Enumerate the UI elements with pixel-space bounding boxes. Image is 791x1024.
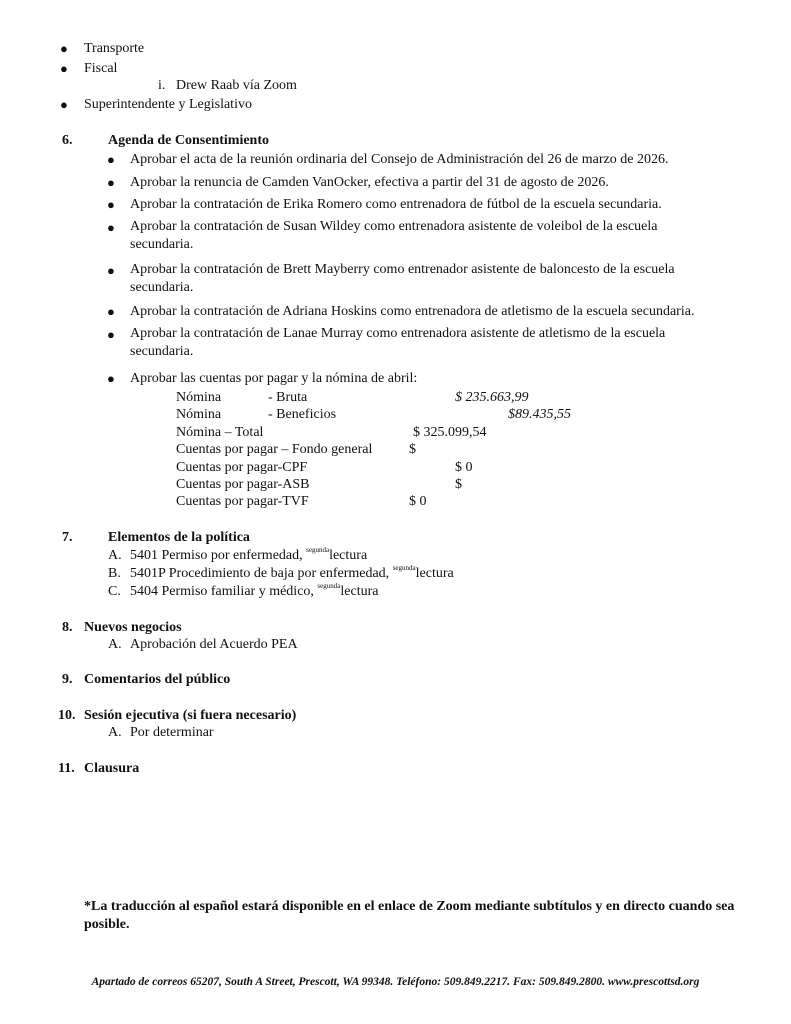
ap-asb-value: $ [455,477,462,492]
ap-cpf-label: Cuentas por pagar-CPF [176,460,308,475]
payroll-bruta-label: Nómina [176,390,222,405]
exec-session-item: Por determinar [130,725,214,740]
consent-item: Aprobar la renuncia de Camden VanOcker, efectiva a partir del 31 de agosto de 2026. [130,175,609,190]
payroll-benef-label: Nómina [176,407,222,422]
section-6-number: 6. [62,133,73,148]
section-11-number: 11. [58,761,75,776]
policy-item-text: 5404 Permiso familiar y médico, [130,584,314,599]
bullet-icon: ● [60,41,68,56]
payroll-bruta-value: $ 235.663,99 [455,390,529,405]
ap-tvf-value: $ 0 [409,494,427,509]
policy-item-letter: A. [108,548,122,563]
section-8-number: 8. [62,620,73,635]
policy-item [130,565,454,582]
ap-general-fund-value: $ [409,442,416,457]
policy-item-tail: lectura [340,584,379,599]
policy-item [130,583,378,600]
payroll-bruta-sub: - Bruta [268,390,308,405]
ap-asb-label: Cuentas por pagar-ASB [176,477,310,492]
payroll-total-value: $ 325.099,54 [413,425,487,440]
policy-item-sup: segunda [392,564,416,572]
new-business-letter: A. [108,637,122,652]
top-item-superintendente: Superintendente y Legislativo [84,97,252,112]
ap-general-fund-label: Cuentas por pagar – Fondo general [176,442,373,457]
consent-item: Aprobar la contratación de Lanae Murray como entrenadora asistente de atletismo de la escuela secundaria. [130,326,666,359]
bullet-icon: ● [60,97,68,112]
payroll-benef-sub: - Beneficios [268,407,337,422]
policy-item-tail: lectura [415,566,454,581]
section-7-number: 7. [62,530,73,545]
section-9-number: 9. [62,672,73,687]
bullet-icon: ● [107,175,115,190]
section-8-title: Nuevos negocios [84,620,182,635]
top-item-fiscal: Fiscal [84,61,118,76]
policy-item [130,547,367,564]
bullet-icon: ● [107,220,115,235]
section-6-title: Agenda de Consentimiento [108,133,270,148]
fiscal-sub-num: i. [158,78,166,93]
top-item-transporte: Transporte [84,41,145,56]
policy-item-letter: C. [108,584,121,599]
section-10-number: 10. [58,708,76,723]
policy-item-text: 5401 Permiso por enfermedad, [130,548,303,563]
new-business-item: Aprobación del Acuerdo PEA [130,637,298,652]
consent-item: Aprobar la contratación de Adriana Hoskins como entrenadora de atletismo de la escuela secundaria. [130,304,695,319]
bullet-icon: ● [107,263,115,278]
ap-tvf-label: Cuentas por pagar-TVF [176,494,309,509]
translation-note: *La traducción al español estará disponible en el enlace de Zoom mediante subtítulos y en directo cuando sea posible. [84,899,735,932]
ap-cpf-value: $ 0 [455,460,473,475]
footer-address: Apartado de correos 65207, South A Street, Prescott, WA 99348. Teléfono: 509.849.2217. Fax: 509.849.2800. www.prescottsd.org [91,976,700,988]
bullet-icon: ● [107,327,115,342]
section-9-title: Comentarios del público [84,672,231,687]
policy-item-sup: segunda [306,546,330,554]
bullet-icon: ● [107,371,115,386]
exec-session-letter: A. [108,725,122,740]
bullet-icon: ● [107,197,115,212]
section-10-title: Sesión ejecutiva (si fuera necesario) [84,708,297,723]
payroll-benef-value: $89.435,55 [508,407,571,422]
policy-item-sup: segunda [317,582,341,590]
fiscal-sub-text: Drew Raab vía Zoom [176,78,297,93]
consent-item: Aprobar la contratación de Susan Wildey como entrenadora asistente de voleibol de la escuela secundaria. [130,219,658,252]
bullet-icon: ● [107,304,115,319]
policy-item-tail: lectura [329,548,368,563]
section-7-title: Elementos de la política [108,530,250,545]
section-11-title: Clausura [84,761,140,776]
policy-item-text: 5401P Procedimiento de baja por enfermedad, [130,566,390,581]
consent-item: Aprobar la contratación de Erika Romero como entrenadora de fútbol de la escuela secundaria. [130,197,662,212]
bullet-icon: ● [107,152,115,167]
consent-item: Aprobar la contratación de Brett Mayberry como entrenador asistente de baloncesto de la escuela secundaria. [130,262,675,295]
payroll-total-label: Nómina – Total [176,425,264,440]
bullet-icon: ● [60,61,68,76]
consent-item: Aprobar las cuentas por pagar y la nómina de abril: [130,371,418,386]
consent-item: Aprobar el acta de la reunión ordinaria del Consejo de Administración del 26 de marzo de 2026. [130,152,669,167]
policy-item-letter: B. [108,566,121,581]
